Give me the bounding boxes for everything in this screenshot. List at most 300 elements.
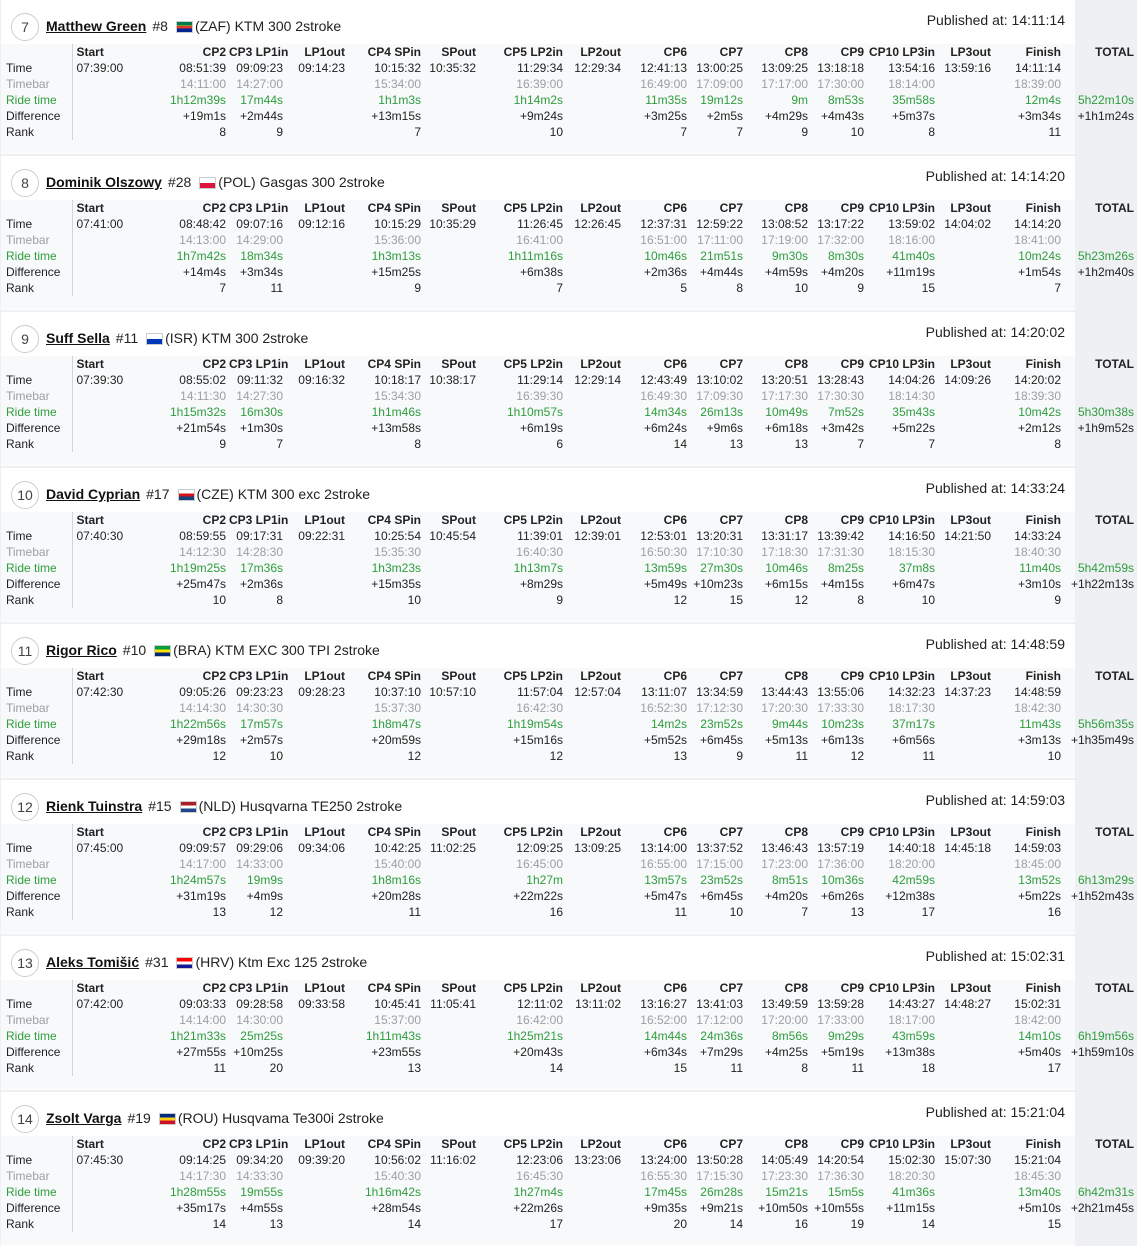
cell-value: +4m25s [764,1045,808,1059]
difference-row [4,420,1137,436]
cell-value: 12 [212,749,226,763]
cell-value: 17:15:00 [696,857,743,871]
cell-value: +23m55s [371,1045,421,1059]
rider-name-link[interactable]: Zsolt Varga [46,1110,122,1126]
splits-table [4,356,1137,452]
cell-value: 11m40s [1019,561,1061,575]
rider-name-link[interactable]: Rigor Rico [46,642,117,658]
column-header: CP8 [784,669,808,683]
cell-value: +25m47s [176,577,226,591]
cell-value: 7 [857,437,864,451]
cell-value [72,732,132,748]
cell-value: 14:17:30 [179,1169,226,1183]
cell-value [424,264,479,280]
cell-value: 12:57:04 [574,685,621,699]
cell-value: 1h28m55s [169,1185,226,1199]
cell-value: +3m13s [1017,733,1061,747]
cell-value: 12:53:01 [640,529,687,543]
cell-value: 14:17:00 [179,857,226,871]
cell-value: 12 [850,749,864,763]
column-header: LP1out [304,513,345,527]
cell-value: 16m30s [240,405,283,419]
cell-value [1064,996,1137,1012]
cell-value: 10m23s [821,717,864,731]
cell-value: 16:52:30 [640,701,687,715]
cell-value: 8m56s [771,1029,808,1043]
cell-value [424,1200,479,1216]
cell-value: 13:50:28 [696,1153,743,1167]
cell-value: 7 [928,437,935,451]
difference-row [4,108,1137,124]
cell-value: 15:07:30 [944,1153,991,1167]
cell-value: 6 [556,437,563,451]
row-label: Difference [6,1201,61,1215]
cell-value: +6m47s [891,577,935,591]
cell-value: 13:55:06 [817,685,864,699]
cell-value: 13:09:25 [761,61,808,75]
cell-value [566,856,624,872]
cell-value: +5m49s [643,577,687,591]
cell-value: +5m10s [1017,1201,1061,1215]
cell-value: 1h19m25s [169,561,226,575]
cell-value: 21m51s [700,249,743,263]
cell-value: 14m34s [644,405,687,419]
time-row [4,372,1137,388]
cell-value: 10:45:54 [429,529,476,543]
cell-value: 14m2s [650,717,687,731]
row-label: Rank [6,125,35,139]
cell-value [1064,748,1137,764]
column-header: SPout [441,357,476,371]
cell-value [286,700,348,716]
row-label-header [4,512,72,528]
cell-value: 1h1m46s [371,405,421,419]
column-header: CP8 [784,513,808,527]
cell-value: 9 [556,593,563,607]
cell-value [286,264,348,280]
cell-value: 12:29:14 [574,373,621,387]
cell-value: 6h42m31s [1077,1185,1134,1199]
cell-value [1064,280,1137,296]
row-label-header [4,824,72,840]
cell-value [938,388,994,404]
column-header: TOTAL [1095,45,1134,59]
cell-value: 14:30:00 [236,1013,283,1027]
cell-value: +10m25s [233,1045,283,1059]
cell-value: 7 [1054,281,1061,295]
cell-value [938,1060,994,1076]
cell-value [566,92,624,108]
cell-value: 16:52:00 [640,1013,687,1027]
cell-value: 9 [276,125,283,139]
cell-value: 17:31:30 [817,545,864,559]
cell-value: 14:48:59 [1014,685,1061,699]
rider-card [1,312,1134,466]
ride-time-row [4,1184,1137,1200]
cell-value: 7 [414,125,421,139]
column-header: LP3out [950,669,991,683]
row-label: Time [6,997,33,1011]
cell-value: 37m8s [898,561,935,575]
cell-value: 1h11m16s [507,249,563,263]
timebar-row [4,544,1137,560]
cell-value [566,248,624,264]
column-header: CP5 LP2in [503,201,563,215]
cell-value: 08:48:42 [179,217,226,231]
cell-value: 17:09:00 [696,77,743,91]
column-header: LP3out [950,201,991,215]
cell-value [424,904,479,920]
cell-value: 12 [794,593,808,607]
cell-value: 5h23m26s [1077,249,1134,263]
cell-value [566,904,624,920]
cell-value: 14:43:27 [888,997,935,1011]
cell-value: 11:05:41 [430,997,476,1011]
splits-table [4,980,1137,1076]
cell-value: 1h27m4s [513,1185,563,1199]
cell-value: 07:45:30 [72,1152,132,1168]
cell-value: 14:04:26 [888,373,935,387]
cell-value [72,232,132,248]
cell-value: 18:17:30 [888,701,935,715]
column-header: CP3 LP1in [229,201,289,215]
rider-name-link[interactable]: Aleks Tomišić [46,954,140,970]
cell-value [424,280,479,296]
cell-value [1064,592,1137,608]
cell-value: 18:15:30 [888,545,935,559]
column-header: LP1out [304,357,345,371]
cell-value: 8m53s [827,93,864,107]
cell-value: 15:34:00 [374,77,421,91]
cell-value: 07:45:00 [72,840,132,856]
row-label: Time [6,529,33,543]
row-label-header [4,980,72,996]
cell-value: 13m57s [644,873,687,887]
row-label: Difference [6,265,61,279]
rider-info [46,798,402,814]
cell-value [286,1060,348,1076]
cell-value: 17:32:00 [817,233,864,247]
column-header: CP6 [663,513,687,527]
cell-value: +10m23s [693,577,743,591]
cell-value: 13:10:02 [696,373,743,387]
cell-value [1064,528,1137,544]
cell-value: 13:34:59 [696,685,743,699]
cell-value: 14:33:30 [236,1169,283,1183]
cell-value [286,748,348,764]
cell-value [72,248,132,264]
cell-value [566,124,624,140]
cell-value: 16:41:00 [516,233,563,247]
cell-value: 16:39:30 [516,389,563,403]
cell-value [424,388,479,404]
cell-value: 16:42:30 [516,701,563,715]
cell-value: 1h7m42s [176,249,226,263]
timebar-row [4,76,1137,92]
cell-value: 16:45:00 [516,857,563,871]
cell-value: 10m36s [821,873,864,887]
cell-value: 18:42:00 [1014,1013,1061,1027]
cell-value: +19m1s [182,109,226,123]
cell-value: +1h2m40s [1077,265,1134,279]
flag-icon [176,957,193,969]
cell-value: 10:15:29 [374,217,421,231]
cell-value [424,420,479,436]
cell-value: 25m25s [240,1029,283,1043]
row-label: Difference [6,733,61,747]
bib-number: #15 [148,798,172,814]
cell-value: 10:35:32 [429,61,476,75]
rider-name-link[interactable]: Matthew Green [46,18,147,34]
cell-value: 19m55s [240,1185,283,1199]
cell-value: +6m19s [519,421,563,435]
cell-value: 7 [556,281,563,295]
column-header: CP6 [663,45,687,59]
cell-value: 10:18:17 [374,373,421,387]
column-header: LP2out [580,825,621,839]
difference-row [4,264,1137,280]
column-header: CP3 LP1in [229,669,289,683]
column-header: CP10 LP3in [868,825,935,839]
cell-value: +3m10s [1017,577,1061,591]
cell-value: +2m57s [239,733,283,747]
column-header: CP4 SPin [367,357,421,371]
cell-value: 1h25m21s [506,1029,563,1043]
cell-value: 15:21:04 [1014,1153,1061,1167]
cell-value [938,420,994,436]
cell-value: 16:42:00 [516,1013,563,1027]
rider-name-link[interactable]: Suff Sella [46,330,110,346]
cell-value [424,716,479,732]
cell-value: 13 [729,437,743,451]
cell-value: 8 [736,281,743,295]
cell-value: 14:48:27 [944,997,991,1011]
cell-value [566,280,624,296]
cell-value: +1h22m13s [1070,577,1134,591]
cell-value: 18:42:30 [1014,701,1061,715]
cell-value [566,560,624,576]
cell-value [72,436,132,452]
cell-value [938,560,994,576]
cell-value: 43m59s [892,1029,935,1043]
cell-value: 15 [673,1061,687,1075]
row-label: Timebar [6,77,50,91]
cell-value [938,232,994,248]
cell-value: 15 [1047,1217,1061,1231]
cell-value: 12 [673,593,687,607]
cell-value: 35m43s [892,405,935,419]
cell-value [424,1028,479,1044]
row-label: Timebar [6,545,50,559]
cell-value: 17:18:30 [761,545,808,559]
cell-value: 14:28:30 [236,545,283,559]
cell-value [938,732,994,748]
cell-value: 35m58s [892,93,935,107]
cell-value: 13:20:31 [696,529,743,543]
cell-value: 14:32:23 [888,685,935,699]
cell-value: 14 [407,1217,421,1231]
cell-value: 11 [1048,125,1061,139]
cell-value: 17m44s [240,93,283,107]
cell-value: 19m9s [246,873,283,887]
cell-value: 9m [791,93,808,107]
cell-value: 10m46s [644,249,687,263]
cell-value: 1h14m2s [513,93,563,107]
cell-value [566,576,624,592]
column-header: CP9 [840,201,864,215]
cell-value: 10 [1047,749,1061,763]
cell-value: 17m36s [240,561,283,575]
column-header: LP3out [950,357,991,371]
cell-value: 09:17:31 [236,529,283,543]
rider-name-link[interactable]: Dominik Olszowy [46,174,162,190]
cell-value: +4m20s [820,265,864,279]
cell-value: 18:20:30 [888,1169,935,1183]
cell-value: 14:37:23 [944,685,991,699]
cell-value: 15:02:30 [888,1153,935,1167]
country-bike: (ZAF) KTM 300 2stroke [194,18,342,34]
cell-value: 13:59:02 [888,217,935,231]
cell-value: 13:44:43 [761,685,808,699]
cell-value: 17:09:30 [696,389,743,403]
rider-card [1,0,1134,154]
cell-value: 14:27:00 [236,77,283,91]
row-label-header [4,1136,72,1152]
cell-value: 11 [270,281,283,295]
column-header: CP10 LP3in [868,981,935,995]
cell-value [566,700,624,716]
cell-value [424,76,479,92]
row-label: Timebar [6,857,50,871]
cell-value: 11 [851,1061,864,1075]
cell-value: +5m52s [643,733,687,747]
cell-value [938,904,994,920]
rider-header [1,624,1075,668]
cell-value: 14:14:00 [179,1013,226,1027]
column-header: CP3 LP1in [229,1137,289,1151]
cell-value: 9 [736,749,743,763]
ride-time-row [4,248,1137,264]
results-list [1,0,1134,1246]
cell-value [72,700,132,716]
cell-value [566,1184,624,1200]
rider-name-link[interactable]: David Cyprian [46,486,141,502]
cell-value [938,1044,994,1060]
cell-value [72,1200,132,1216]
cell-value: 14:29:00 [236,233,283,247]
cell-value: +14m4s [182,265,226,279]
cell-value: 9m30s [771,249,808,263]
cell-value [424,700,479,716]
row-label: Rank [6,593,35,607]
cell-value: 14:05:49 [761,1153,808,1167]
splits-table [4,512,1137,608]
cell-value: 1h24m57s [169,873,226,887]
cell-value: +6m38s [519,265,563,279]
cell-value [938,872,994,888]
cell-value [286,1216,348,1232]
cell-value: 7 [276,437,283,451]
column-header: Finish [1025,513,1061,527]
flag-icon [180,801,197,813]
difference-row [4,732,1137,748]
cell-value: +4m9s [246,889,283,903]
cell-value: 8m30s [827,249,864,263]
cell-value: 16 [549,905,563,919]
cell-value [938,124,994,140]
row-label: Time [6,685,33,699]
cell-value [286,124,348,140]
cell-value: 9 [1054,593,1061,607]
column-header: CP5 LP2in [503,1137,563,1151]
position-badge: 10 [11,481,39,509]
cell-value [1064,372,1137,388]
cell-value [938,748,994,764]
cell-value: 15 [729,593,743,607]
rank-row [4,280,1137,296]
column-header: CP2 [202,45,226,59]
flag-icon [178,489,195,501]
cell-value: +15m25s [371,265,421,279]
cell-value: +4m29s [764,109,808,123]
cell-value [72,1216,132,1232]
cell-value [566,732,624,748]
column-header: Start [72,1136,132,1152]
cell-value: 11 [674,905,687,919]
timebar-row [4,856,1137,872]
column-header: Start [72,980,132,996]
cell-value [424,592,479,608]
cell-value [938,436,994,452]
cell-value: 7 [801,905,808,919]
cell-value: +2m12s [1017,421,1061,435]
cell-value: 1h21m33s [169,1029,226,1043]
cell-value: 11:16:02 [430,1153,476,1167]
cell-value: 15:37:00 [374,1013,421,1027]
cell-value: 11:39:01 [517,529,563,543]
cell-value: +1m54s [1017,265,1061,279]
cell-value: 13 [269,1217,283,1231]
column-header: CP2 [202,669,226,683]
cell-value: +4m20s [764,889,808,903]
cell-value [72,592,132,608]
cell-value [424,732,479,748]
cell-value [1064,904,1137,920]
cell-value: 14:40:18 [888,841,935,855]
rider-name-link[interactable]: Rienk Tuinstra [46,798,143,814]
column-header: CP2 [202,357,226,371]
column-header: CP10 LP3in [868,513,935,527]
column-header: CP5 LP2in [503,981,563,995]
cell-value: 6h19m56s [1077,1029,1134,1043]
ride-time-row [4,92,1137,108]
cell-value: 5h56m35s [1077,717,1134,731]
column-header: CP9 [840,513,864,527]
cell-value [286,248,348,264]
cell-value [72,1168,132,1184]
cell-value: 07:39:00 [72,60,132,76]
cell-value: +4m44s [699,265,743,279]
cell-value: 13 [850,905,864,919]
cell-value: 14:11:14 [1015,61,1061,75]
time-row [4,684,1137,700]
rider-info [46,954,367,970]
cell-value: +6m26s [820,889,864,903]
cell-value: 14:30:30 [236,701,283,715]
cell-value: 07:42:30 [72,684,132,700]
cell-value: 13:37:52 [696,841,743,855]
column-header: LP3out [950,513,991,527]
